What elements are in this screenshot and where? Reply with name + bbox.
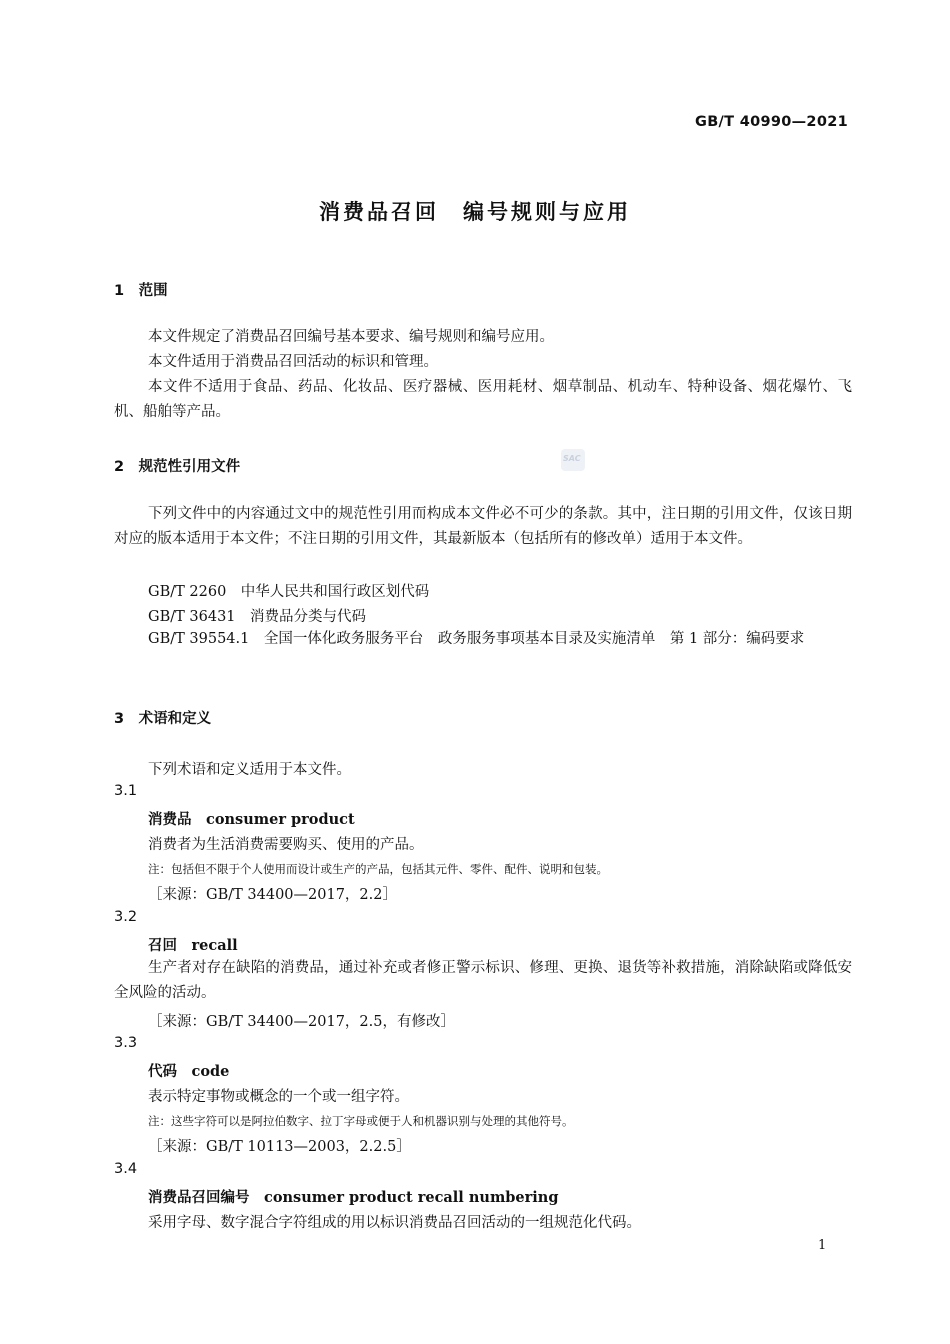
term-definition: 生产者对存在缺陷的消费品，通过补充或者修正警示标识、修理、更换、退货等补救措施，消除缺陷或降低安全风险的活动。 [114,960,852,1001]
term-title: 代码 code [148,1063,230,1080]
term-number: 3.2 [114,909,138,925]
reference-item: GB/T 2260 中华人民共和国行政区划代码 [148,584,430,600]
term-title: 消费品 consumer product [148,811,355,828]
term-note: 注：包括但不限于个人使用而设计或生产的产品，包括其元件、零件、配件、说明和包装。 [148,862,608,876]
reference-item: GB/T 39554.1 全国一体化政务服务平台 政务服务事项基本目录及实施清单 第 1 部分：编码要求 [148,631,805,647]
paragraph: 下列术语和定义适用于本文件。 [148,762,351,778]
term-title: 召回 recall [148,937,238,954]
paragraph: 本文件不适用于食品、药品、化妆品、医疗器械、医用耗材、烟草制品、机动车、特种设备、烟花爆竹、飞机、船舶等产品。 [114,379,852,420]
document-title: 消费品召回 编号规则与应用 [319,200,631,224]
paragraph: 下列文件中的内容通过文中的规范性引用而构成本文件必不可少的条款。其中，注日期的引用文件，仅该日期对应的版本适用于本文件；不注日期的引用文件，其最新版本（包括所有的修改单）适用于本文件。 [114,506,852,547]
standard-code: GB/T 40990—2021 [695,114,848,130]
paragraph: 本文件适用于消费品召回活动的标识和管理。 [148,354,438,370]
term-definition: 消费者为生活消费需要购买、使用的产品。 [148,837,424,853]
term-source: ［来源：GB/T 34400—2017，2.5，有修改］ [148,1014,455,1030]
term-definition: 采用字母、数字混合字符组成的用以标识消费品召回活动的一组规范化代码。 [148,1215,641,1231]
term-source: ［来源：GB/T 34400—2017，2.2］ [148,887,397,903]
sac-watermark-logo [561,449,585,471]
term-title: 消费品召回编号 consumer product recall numbering [148,1189,559,1206]
section-heading-scope: 1 范围 [114,283,168,299]
page-number: 1 [818,1238,827,1253]
paragraph: 本文件规定了消费品召回编号基本要求、编号规则和编号应用。 [148,329,554,345]
term-number: 3.3 [114,1035,138,1051]
reference-item: GB/T 36431 消费品分类与代码 [148,609,367,625]
term-note: 注：这些字符可以是阿拉伯数字、拉丁字母或便于人和机器识别与处理的其他符号。 [148,1114,574,1128]
term-definition: 表示特定事物或概念的一个或一组字符。 [148,1089,409,1105]
term-number: 3.1 [114,783,138,799]
term-number: 3.4 [114,1161,138,1177]
section-heading-terms: 3 术语和定义 [114,711,212,727]
watermark-text: SAC [563,454,581,463]
section-heading-normative-references: 2 规范性引用文件 [114,459,241,475]
term-source: ［来源：GB/T 10113—2003，2.2.5］ [148,1139,411,1155]
